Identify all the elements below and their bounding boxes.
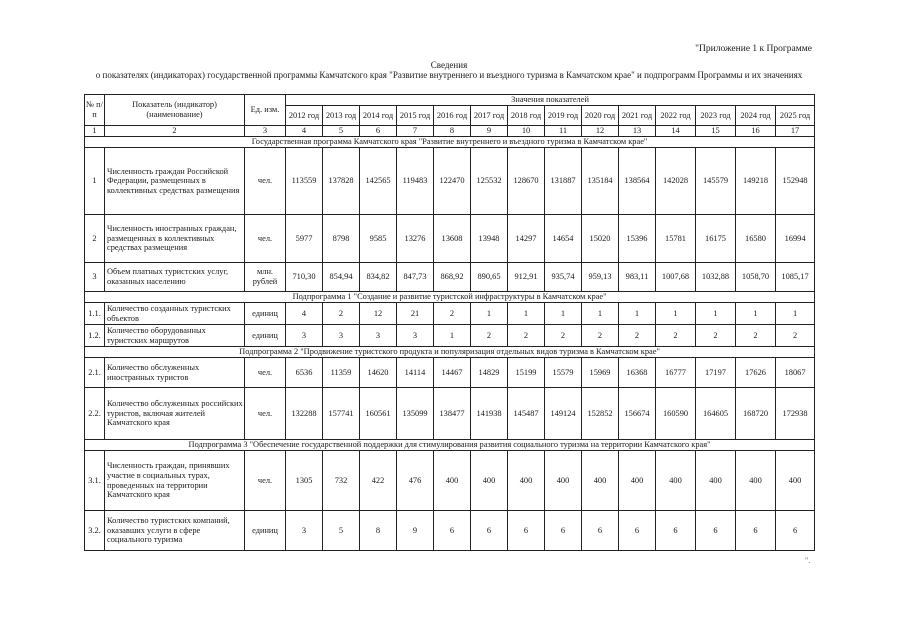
value-cell: 400 <box>471 451 508 511</box>
indicator-name: Количество обслуженных иностранных туристов <box>105 358 245 388</box>
row-number: 2.2. <box>85 388 105 440</box>
value-cell: 142028 <box>656 148 696 215</box>
value-cell: 2 <box>323 303 360 325</box>
value-cell: 6 <box>736 511 776 551</box>
value-cell: 6 <box>471 511 508 551</box>
value-cell: 14114 <box>397 358 434 388</box>
value-cell: 125532 <box>471 148 508 215</box>
value-cell: 6 <box>776 511 815 551</box>
table-row <box>85 215 815 263</box>
section-title: Подпрограмма 3 "Обеспечение государственной поддержки для стимулирования развития социального туризма на территории Камчатского края" <box>85 440 815 451</box>
heading-title: Сведения <box>430 60 468 70</box>
value-cell: 2 <box>656 325 696 347</box>
value-cell: 149124 <box>545 388 582 440</box>
indicator-name: Количество туристских компаний, оказавших услуги в сфере социального туризма <box>105 511 245 551</box>
header-indicator: Показатель (индикатор) (наименование) <box>105 95 245 126</box>
section-title: Подпрограмма 1 "Создание и развитие туристской инфраструктуры в Камчатском крае" <box>85 292 815 303</box>
value-cell: 1 <box>736 303 776 325</box>
header-year: 2014 год <box>360 106 397 126</box>
header-year: 2018 год <box>508 106 545 126</box>
value-cell: 1 <box>696 303 736 325</box>
value-cell: 3 <box>323 325 360 347</box>
header-unit: Ед. изм. <box>245 95 286 126</box>
value-cell: 145579 <box>696 148 736 215</box>
value-cell: 2 <box>434 303 471 325</box>
value-cell: 16368 <box>619 358 656 388</box>
value-cell: 400 <box>656 451 696 511</box>
value-cell: 3 <box>360 325 397 347</box>
unit-cell: чел. <box>245 215 286 263</box>
value-cell: 156674 <box>619 388 656 440</box>
value-cell: 400 <box>696 451 736 511</box>
column-number: 15 <box>696 126 736 137</box>
column-number: 6 <box>360 126 397 137</box>
value-cell: 868,92 <box>434 263 471 292</box>
header-row <box>85 95 815 106</box>
value-cell: 141938 <box>471 388 508 440</box>
value-cell: 3 <box>397 325 434 347</box>
header-values-title: Значения показателей <box>286 95 815 106</box>
header-year: 2016 год <box>434 106 471 126</box>
indicator-name: Количество обслуженных российских туристов, включая жителей Камчатского края <box>105 388 245 440</box>
value-cell: 5 <box>323 511 360 551</box>
value-cell: 1 <box>434 325 471 347</box>
section-row <box>85 440 815 451</box>
value-cell: 15020 <box>582 215 619 263</box>
header-year: 2013 год <box>323 106 360 126</box>
value-cell: 15781 <box>656 215 696 263</box>
unit-cell: единиц <box>245 325 286 347</box>
unit-cell: чел. <box>245 451 286 511</box>
value-cell: 122470 <box>434 148 471 215</box>
column-number: 17 <box>776 126 815 137</box>
column-number: 10 <box>508 126 545 137</box>
value-cell: 400 <box>545 451 582 511</box>
table-row <box>85 388 815 440</box>
column-number: 5 <box>323 126 360 137</box>
value-cell: 128670 <box>508 148 545 215</box>
value-cell: 152852 <box>582 388 619 440</box>
column-number: 9 <box>471 126 508 137</box>
column-number: 16 <box>736 126 776 137</box>
value-cell: 847,73 <box>397 263 434 292</box>
section-row <box>85 292 815 303</box>
value-cell: 912,91 <box>508 263 545 292</box>
column-number: 3 <box>245 126 286 137</box>
value-cell: 1305 <box>286 451 323 511</box>
value-cell: 8 <box>360 511 397 551</box>
value-cell: 15396 <box>619 215 656 263</box>
section-title: Государственная программа Камчатского края "Развитие внутреннего и въездного туризма в Камчатском крае" <box>85 137 815 148</box>
section-title: Подпрограмма 2 "Продвижение туристского продукта и популяризация отдельных видов туризма в Камчатском крае" <box>85 347 815 358</box>
value-cell: 476 <box>397 451 434 511</box>
value-cell: 18067 <box>776 358 815 388</box>
value-cell: 983,11 <box>619 263 656 292</box>
value-cell: 13948 <box>471 215 508 263</box>
value-cell: 157741 <box>323 388 360 440</box>
table-row <box>85 303 815 325</box>
column-number: 14 <box>656 126 696 137</box>
unit-cell: единиц <box>245 511 286 551</box>
value-cell: 160590 <box>656 388 696 440</box>
value-cell: 732 <box>323 451 360 511</box>
value-cell: 14467 <box>434 358 471 388</box>
row-number: 2.1. <box>85 358 105 388</box>
value-cell: 959,13 <box>582 263 619 292</box>
heading-subtitle: о показателях (индикаторах) государственной программы Камчатского края "Развитие внутреннего и въездного туризма в Камчатском крае" и подпрограмм Программы и их значениях <box>95 70 803 80</box>
value-cell: 9585 <box>360 215 397 263</box>
value-cell: 13276 <box>397 215 434 263</box>
value-cell: 2 <box>696 325 736 347</box>
unit-cell: единиц <box>245 303 286 325</box>
value-cell: 14829 <box>471 358 508 388</box>
document-heading <box>84 60 814 80</box>
indicator-name: Численность иностранных граждан, размещенных в коллективных средствах размещения <box>105 215 245 263</box>
value-cell: 400 <box>582 451 619 511</box>
indicators-table <box>84 94 815 551</box>
row-number: 3.1. <box>85 451 105 511</box>
value-cell: 6 <box>656 511 696 551</box>
column-number: 1 <box>85 126 105 137</box>
section-row <box>85 137 815 148</box>
value-cell: 21 <box>397 303 434 325</box>
header-year: 2025 год <box>776 106 815 126</box>
value-cell: 1 <box>508 303 545 325</box>
value-cell: 17626 <box>736 358 776 388</box>
value-cell: 2 <box>508 325 545 347</box>
value-cell: 16580 <box>736 215 776 263</box>
value-cell: 2 <box>619 325 656 347</box>
value-cell: 1 <box>582 303 619 325</box>
row-number: 1.1. <box>85 303 105 325</box>
table-row <box>85 451 815 511</box>
value-cell: 935,74 <box>545 263 582 292</box>
value-cell: 119483 <box>397 148 434 215</box>
value-cell: 400 <box>434 451 471 511</box>
value-cell: 15579 <box>545 358 582 388</box>
value-cell: 400 <box>776 451 815 511</box>
value-cell: 422 <box>360 451 397 511</box>
header-num: № п/п <box>85 95 105 126</box>
value-cell: 6 <box>582 511 619 551</box>
value-cell: 135184 <box>582 148 619 215</box>
column-number: 13 <box>619 126 656 137</box>
value-cell: 15969 <box>582 358 619 388</box>
value-cell: 164605 <box>696 388 736 440</box>
row-number: 3 <box>85 263 105 292</box>
column-number: 12 <box>582 126 619 137</box>
table-row <box>85 325 815 347</box>
column-number: 2 <box>105 126 245 137</box>
value-cell: 6 <box>619 511 656 551</box>
value-cell: 132288 <box>286 388 323 440</box>
unit-cell: чел. <box>245 358 286 388</box>
value-cell: 6 <box>696 511 736 551</box>
indicator-name: Численность граждан Российской Федерации, размещенных в коллективных средствах размещения <box>105 148 245 215</box>
row-number: 3.2. <box>85 511 105 551</box>
value-cell: 1 <box>619 303 656 325</box>
value-cell: 17197 <box>696 358 736 388</box>
header-year: 2022 год <box>656 106 696 126</box>
value-cell: 6 <box>508 511 545 551</box>
table-row <box>85 148 815 215</box>
value-cell: 138477 <box>434 388 471 440</box>
value-cell: 137828 <box>323 148 360 215</box>
value-cell: 113559 <box>286 148 323 215</box>
header-year: 2015 год <box>397 106 434 126</box>
unit-cell: чел. <box>245 148 286 215</box>
row-number: 2 <box>85 215 105 263</box>
value-cell: 1032,88 <box>696 263 736 292</box>
value-cell: 11359 <box>323 358 360 388</box>
value-cell: 2 <box>471 325 508 347</box>
section-row <box>85 347 815 358</box>
table-row <box>85 358 815 388</box>
indicator-name: Количество созданных туристских объектов <box>105 303 245 325</box>
value-cell: 1058,70 <box>736 263 776 292</box>
header-year: 2019 год <box>545 106 582 126</box>
value-cell: 2 <box>582 325 619 347</box>
value-cell: 9 <box>397 511 434 551</box>
column-number: 8 <box>434 126 471 137</box>
value-cell: 3 <box>286 511 323 551</box>
value-cell: 3 <box>286 325 323 347</box>
value-cell: 14297 <box>508 215 545 263</box>
header-year: 2020 год <box>582 106 619 126</box>
value-cell: 854,94 <box>323 263 360 292</box>
value-cell: 1 <box>776 303 815 325</box>
appendix-label: "Приложение 1 к Программе <box>695 44 812 54</box>
table-row <box>85 511 815 551</box>
value-cell: 1 <box>545 303 582 325</box>
indicator-name: Численность граждан, принявших участие в социальных турах, проведенных на территории Камчатского края <box>105 451 245 511</box>
value-cell: 400 <box>619 451 656 511</box>
closing-mark: ". <box>805 556 811 565</box>
value-cell: 145487 <box>508 388 545 440</box>
column-number: 4 <box>286 126 323 137</box>
value-cell: 138564 <box>619 148 656 215</box>
header-year: 2024 год <box>736 106 776 126</box>
row-number: 1.2. <box>85 325 105 347</box>
unit-cell: млн. рублей <box>245 263 286 292</box>
column-number: 7 <box>397 126 434 137</box>
value-cell: 6 <box>545 511 582 551</box>
value-cell: 834,82 <box>360 263 397 292</box>
column-number: 11 <box>545 126 582 137</box>
value-cell: 142565 <box>360 148 397 215</box>
value-cell: 131887 <box>545 148 582 215</box>
column-numbers-row <box>85 126 815 137</box>
row-number: 1 <box>85 148 105 215</box>
value-cell: 1007,68 <box>656 263 696 292</box>
value-cell: 149218 <box>736 148 776 215</box>
value-cell: 12 <box>360 303 397 325</box>
value-cell: 13608 <box>434 215 471 263</box>
value-cell: 400 <box>508 451 545 511</box>
value-cell: 5977 <box>286 215 323 263</box>
value-cell: 1 <box>471 303 508 325</box>
header-year: 2021 год <box>619 106 656 126</box>
header-year: 2017 год <box>471 106 508 126</box>
indicator-name: Объем платных туристских услуг, оказанных населению <box>105 263 245 292</box>
value-cell: 14654 <box>545 215 582 263</box>
value-cell: 152948 <box>776 148 815 215</box>
value-cell: 172938 <box>776 388 815 440</box>
value-cell: 6536 <box>286 358 323 388</box>
unit-cell: чел. <box>245 388 286 440</box>
value-cell: 1085,17 <box>776 263 815 292</box>
header-year: 2012 год <box>286 106 323 126</box>
value-cell: 14620 <box>360 358 397 388</box>
value-cell: 16777 <box>656 358 696 388</box>
indicator-name: Количество оборудованных туристских маршрутов <box>105 325 245 347</box>
value-cell: 2 <box>776 325 815 347</box>
value-cell: 2 <box>545 325 582 347</box>
value-cell: 1 <box>656 303 696 325</box>
value-cell: 168720 <box>736 388 776 440</box>
value-cell: 8798 <box>323 215 360 263</box>
value-cell: 15199 <box>508 358 545 388</box>
value-cell: 4 <box>286 303 323 325</box>
value-cell: 160561 <box>360 388 397 440</box>
value-cell: 16994 <box>776 215 815 263</box>
value-cell: 16175 <box>696 215 736 263</box>
value-cell: 890,65 <box>471 263 508 292</box>
value-cell: 710,30 <box>286 263 323 292</box>
value-cell: 400 <box>736 451 776 511</box>
header-year: 2023 год <box>696 106 736 126</box>
value-cell: 135099 <box>397 388 434 440</box>
value-cell: 2 <box>736 325 776 347</box>
table-row <box>85 263 815 292</box>
value-cell: 6 <box>434 511 471 551</box>
